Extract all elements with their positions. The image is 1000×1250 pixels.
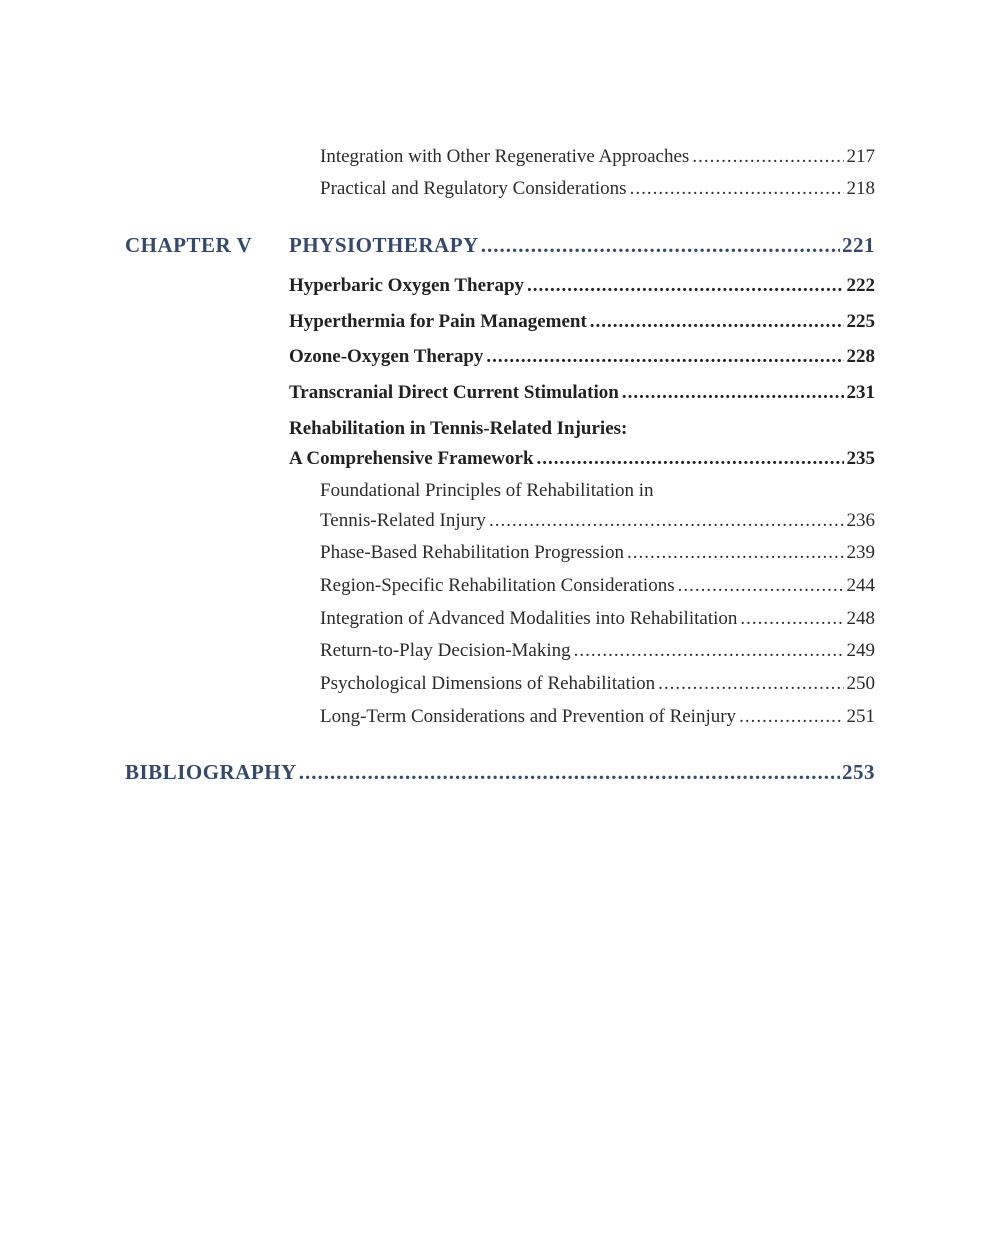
bibliography-title: BIBLIOGRAPHY <box>125 760 297 784</box>
toc-section-page: 228 <box>846 346 875 367</box>
toc-entry-return-to-play[interactable] <box>320 640 875 662</box>
toc-section-tdcs[interactable] <box>289 382 875 404</box>
dot-leader <box>630 178 844 200</box>
toc-section-page: 225 <box>846 311 875 332</box>
toc-entry-page: 250 <box>846 673 875 694</box>
toc-entry-page: 251 <box>846 706 875 727</box>
toc-section-title: Hyperthermia for Pain Management <box>289 311 587 332</box>
toc-entry-foundational-line1[interactable]: Foundational Principles of Rehabilitation in <box>320 480 654 501</box>
toc-section-hyperthermia[interactable] <box>289 311 875 333</box>
dot-leader <box>486 346 843 368</box>
toc-bibliography[interactable] <box>125 760 875 785</box>
toc-entry-page: 239 <box>846 542 875 563</box>
toc-entry-advanced-modalities[interactable] <box>320 608 875 630</box>
toc-entry-region-specific[interactable] <box>320 575 875 597</box>
toc-entry-title: Long-Term Considerations and Prevention of Reinjury <box>320 706 737 727</box>
dot-leader <box>574 640 844 662</box>
toc-chapter-physiotherapy[interactable] <box>289 233 875 258</box>
toc-entry-title: Integration of Advanced Modalities into Rehabilitation <box>320 608 738 629</box>
dot-leader <box>527 275 843 297</box>
toc-section-title: Transcranial Direct Current Stimulation <box>289 382 619 403</box>
toc-entry-page: 218 <box>846 178 875 199</box>
dot-leader <box>590 311 844 333</box>
dot-leader <box>537 448 844 470</box>
toc-entry-practical-regulatory[interactable] <box>320 178 875 200</box>
toc-entry-foundational[interactable] <box>320 510 875 532</box>
dot-leader <box>299 760 840 785</box>
toc-section-page: 235 <box>846 448 875 469</box>
toc-entry-page: 217 <box>846 146 875 167</box>
dot-leader <box>740 608 843 630</box>
toc-entry-title: Return-to-Play Decision-Making <box>320 640 571 661</box>
chapter-page: 221 <box>842 233 875 257</box>
dot-leader <box>481 233 840 258</box>
dot-leader <box>739 706 843 728</box>
toc-entry-long-term[interactable] <box>320 706 875 728</box>
bibliography-page: 253 <box>842 760 875 784</box>
toc-entry-title: Tennis-Related Injury <box>320 510 486 531</box>
toc-entry-page: 248 <box>846 608 875 629</box>
toc-entry-phase-based[interactable] <box>320 542 875 564</box>
toc-section-title: Hyperbaric Oxygen Therapy <box>289 275 525 296</box>
toc-section-title: A Comprehensive Framework <box>289 448 534 469</box>
toc-entry-page: 244 <box>846 575 875 596</box>
toc-entry-integration-regenerative[interactable] <box>320 146 875 168</box>
dot-leader <box>627 542 844 564</box>
dot-leader <box>622 382 844 404</box>
toc-section-rehab[interactable] <box>289 448 875 470</box>
toc-entry-title: Region-Specific Rehabilitation Considerations <box>320 575 675 596</box>
chapter-title: PHYSIOTHERAPY <box>289 233 479 257</box>
toc-entry-psychological[interactable] <box>320 673 875 695</box>
toc-section-ozone[interactable] <box>289 346 875 368</box>
toc-section-title: Ozone-Oxygen Therapy <box>289 346 484 367</box>
toc-entry-page: 236 <box>846 510 875 531</box>
toc-section-rehab-title-line1[interactable]: Rehabilitation in Tennis-Related Injuries: <box>289 418 628 439</box>
toc-entry-title: Practical and Regulatory Considerations <box>320 178 627 199</box>
dot-leader <box>658 673 843 695</box>
dot-leader <box>692 146 843 168</box>
dot-leader <box>489 510 844 532</box>
dot-leader <box>678 575 844 597</box>
toc-entry-page: 249 <box>846 640 875 661</box>
toc-entry-title: Psychological Dimensions of Rehabilitation <box>320 673 656 694</box>
toc-entry-title: Integration with Other Regenerative Approaches <box>320 146 690 167</box>
toc-section-hyperbaric[interactable] <box>289 275 875 297</box>
toc-section-page: 231 <box>846 382 875 403</box>
toc-entry-title: Phase-Based Rehabilitation Progression <box>320 542 624 563</box>
chapter-label: CHAPTER V <box>125 233 253 257</box>
toc-section-page: 222 <box>846 275 875 296</box>
